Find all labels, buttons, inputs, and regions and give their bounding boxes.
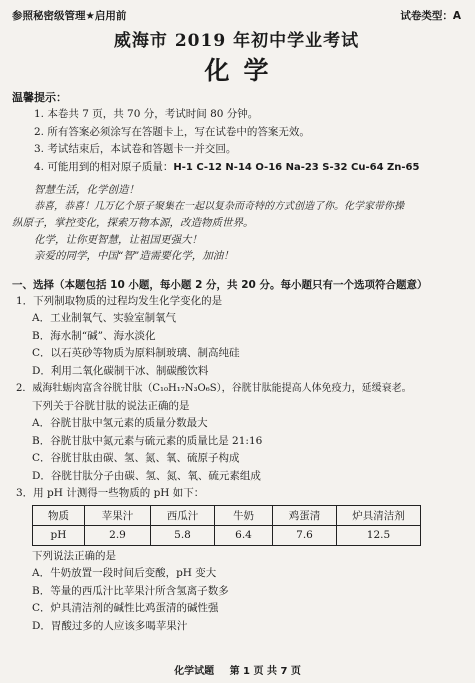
tips-title: 温馨提示：	[12, 91, 67, 104]
ph-table-cell: 7.6	[273, 525, 337, 545]
question-2-sub: 下列关于谷胱甘肽的说法正确的是	[32, 399, 190, 412]
atomic-mass-list: H-1 C-12 N-14 O-16 Na-23 S-32 Cu-64 Zn-65	[173, 161, 420, 173]
question-2-option-b: B．谷胱甘肽中氮元素与硫元素的质量比是 21:16	[32, 434, 263, 447]
ph-table-cell: pH	[33, 525, 85, 545]
ph-table-cell: 物质	[33, 505, 85, 525]
question-1-option-a: A．工业制氧气、实验室制氧气	[32, 312, 177, 324]
question-2-option-c: C．谷胱甘肽由碳、氢、氮、氧、硫原子构成	[32, 452, 240, 464]
question-3-stem: 3．用 pH 计测得一些物质的 pH 如下：	[16, 487, 205, 499]
ph-table	[32, 505, 421, 546]
ph-table-cell: 西瓜汁	[151, 505, 215, 525]
ph-table-cell: 5.8	[151, 525, 215, 545]
question-2-option-d: D．谷胱甘肽分子由碳、氢、氮、氧、硫元素组成	[32, 469, 261, 482]
question-3-option-c: C．炉具清洁剂的碱性比鸡蛋清的碱性强	[32, 602, 219, 614]
question-1-stem: 1．下列制取物质的过程均发生化学变化的是	[16, 294, 223, 307]
question-1-option-c: C．以石英砂等物质为原料制玻璃、制高纯硅	[32, 347, 240, 359]
motto-line: 纵原子，掌控变化，探索万物本源，改造物质世界。	[12, 217, 254, 229]
motto-line: 亲爱的同学，中国“智”造需要化学，加油！	[34, 250, 234, 262]
motto-line: 化学，让你更智慧，让祖国更强大！	[34, 233, 202, 246]
paper-type-label: 试卷类型：A	[400, 10, 461, 22]
exam-title: 威海市 2019 年初中学业考试	[113, 31, 360, 51]
ph-table-cell: 鸡蛋清	[273, 505, 337, 525]
ph-table-row	[33, 525, 421, 545]
question-3-option-d: D．胃酸过多的人应该多喝苹果汁	[32, 619, 188, 632]
motto-line: 智慧生活，化学创造！	[34, 184, 139, 196]
question-3-option-b: B．等量的西瓜汁比苹果汁所含氢离子数多	[32, 584, 229, 597]
confidential-label: 参照秘密级管理★启用前	[12, 10, 127, 22]
ph-table-cell: 牛奶	[215, 505, 273, 525]
section-heading: 一、选择（本题包括 10 小题，每小题 2 分，共 20 分。每小题只有一个选项符合题意）	[12, 278, 428, 291]
question-1-option-d: D．利用二氧化碳制干冰、制碳酸饮料	[32, 364, 209, 377]
ph-table-cell: 12.5	[337, 525, 421, 545]
page-footer	[0, 662, 475, 677]
tip-item	[12, 159, 461, 177]
ph-table-cell: 苹果汁	[85, 505, 151, 525]
tip-item: 2. 所有答案必须涂写在答题卡上，写在试卷中的答案无效。	[34, 125, 310, 138]
ph-table-cell: 炉具清洁剂	[337, 505, 421, 525]
motto-line: 恭喜，恭喜！几万亿个原子聚集在一起以复杂而奇特的方式创造了你。化学家带你操	[34, 200, 404, 212]
question-2-option-a: A．谷胱甘肽中氢元素的质量分数最大	[32, 417, 208, 429]
tip-atomic-mass-label: 4. 可能用到的相对原子质量：	[34, 160, 174, 173]
footer-subject: 化学试题	[174, 666, 215, 677]
question-2-stem: 2．威海牡蛎肉富含谷胱甘肽（C₁₀H₁₇N₃O₆S），谷胱甘肽能提高人体免疫力，延缓衰老。	[16, 383, 412, 394]
question-3-sub: 下列说法正确的是	[32, 549, 116, 562]
footer-page-number: 第 1 页 共 7 页	[229, 666, 301, 677]
ph-table-cell: 2.9	[85, 525, 151, 545]
motto-block	[12, 182, 461, 265]
ph-table-header-row	[33, 505, 421, 525]
header-row	[12, 8, 461, 24]
question-3-option-a: A．牛奶放置一段时间后变酸，pH 变大	[32, 567, 217, 579]
question-1-option-b: B．海水制“碱”、海水淡化	[32, 329, 156, 342]
ph-table-cell: 6.4	[215, 525, 273, 545]
tip-item: 1. 本卷共 7 页，共 70 分，考试时间 80 分钟。	[34, 108, 259, 120]
subject-title: 化学	[204, 56, 283, 85]
tip-item: 3. 考试结束后，本试卷和答题卡一并交回。	[34, 143, 237, 155]
